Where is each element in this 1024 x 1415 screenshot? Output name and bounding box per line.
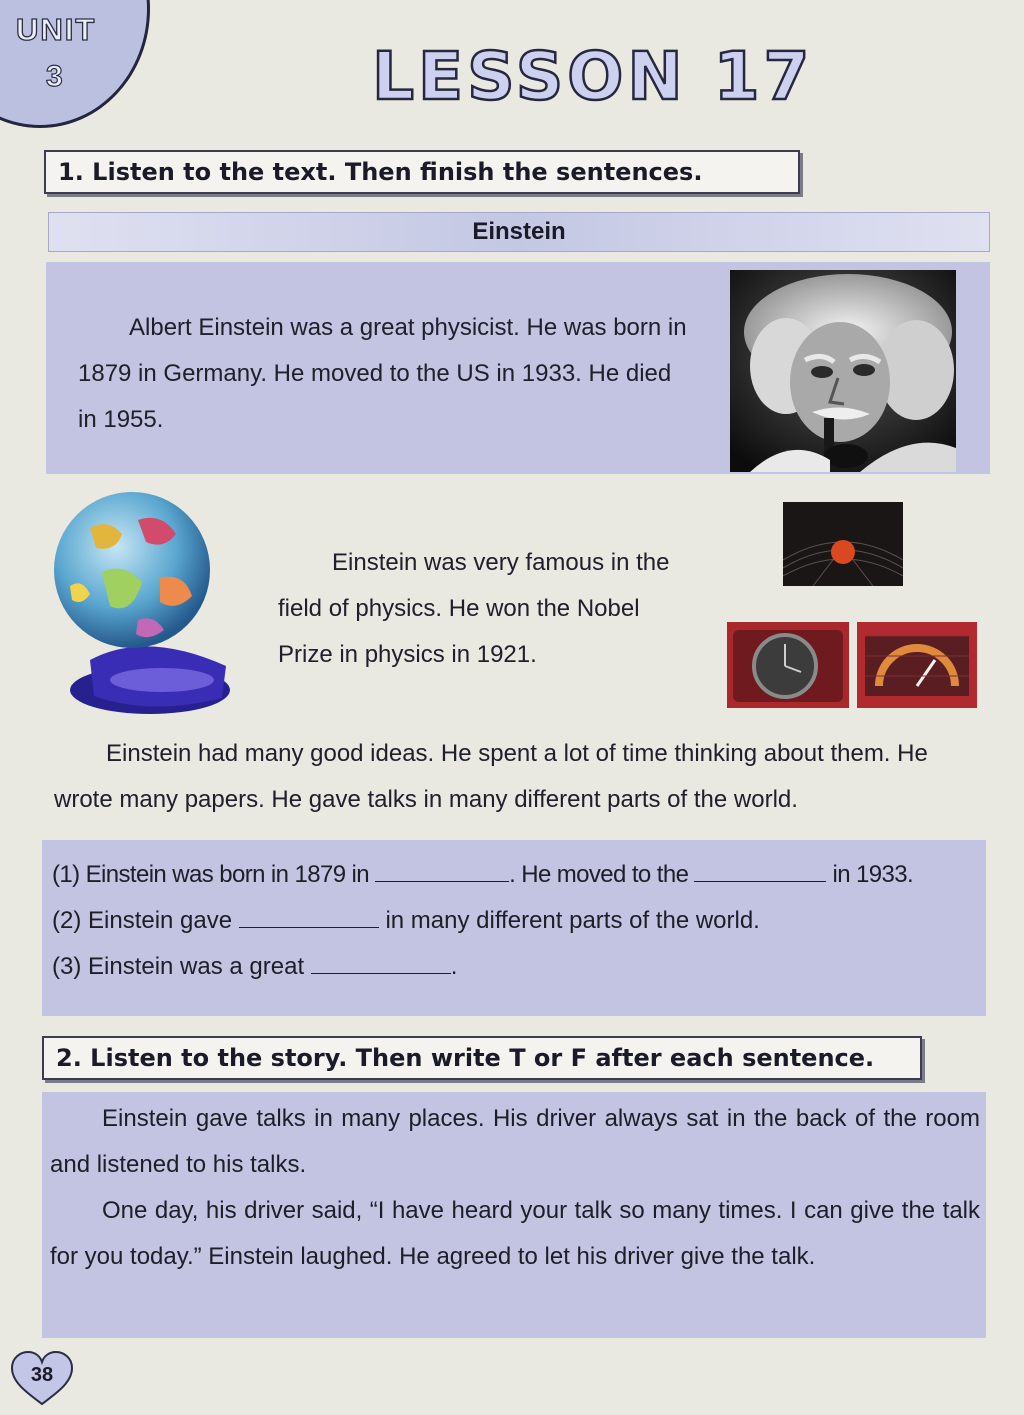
question-list bbox=[52, 852, 982, 990]
story-paragraph-1: Einstein gave talks in many places. His driver always sat in the back of the room and listened to his talks. bbox=[50, 1105, 980, 1178]
gauge-image bbox=[857, 622, 977, 708]
text-subtitle: Einstein bbox=[48, 212, 990, 252]
lesson-title: LESSON 17 bbox=[372, 38, 814, 115]
question-3-end: . bbox=[450, 953, 458, 980]
paragraph-1: Albert Einstein was a great physicist. He was born in 1879 in Germany. He moved to the US in 1933. He died in 1955. bbox=[78, 314, 687, 433]
question-1 bbox=[52, 852, 982, 898]
question-1-start: (1) Einstein was born in 1879 in bbox=[52, 861, 369, 888]
page-number: 38 bbox=[30, 1364, 54, 1386]
paragraph-3: Einstein had many good ideas. He spent a lot of time thinking about them. He wrote many papers. He gave talks in many different parts of the world. bbox=[54, 740, 928, 813]
instruction-1: 1. Listen to the text. Then finish the sentences. bbox=[44, 150, 800, 194]
clock-image bbox=[727, 622, 849, 708]
instruction-2: 2. Listen to the story. Then write T or F after each sentence. bbox=[42, 1036, 922, 1080]
paragraph-2: Einstein was very famous in the field of physics. He won the Nobel Prize in physics in 1921. bbox=[278, 549, 670, 668]
unit-label: UNIT bbox=[16, 12, 97, 47]
story-paragraph-2: One day, his driver said, “I have heard your talk so many times. I can give the talk for you today.” Einstein laughed. He agreed to let his driver give the talk. bbox=[50, 1197, 980, 1270]
unit-number: 3 bbox=[46, 60, 63, 93]
question-1-middle: . He moved to the bbox=[509, 861, 689, 888]
answer-blank-3[interactable] bbox=[311, 949, 451, 974]
spacetime-image bbox=[783, 502, 903, 586]
question-1-end: in 1933. bbox=[832, 861, 914, 888]
question-2 bbox=[52, 898, 982, 944]
question-3-start: (3) Einstein was a great bbox=[52, 953, 305, 980]
question-2-end: in many different parts of the world. bbox=[385, 907, 760, 934]
answer-blank-1b[interactable] bbox=[694, 857, 826, 882]
answer-blank-1a[interactable] bbox=[375, 857, 509, 882]
question-3 bbox=[52, 944, 982, 990]
talking-globe-image bbox=[50, 490, 240, 718]
question-2-start: (2) Einstein gave bbox=[52, 907, 233, 934]
einstein-photo bbox=[730, 270, 956, 472]
answer-blank-2[interactable] bbox=[239, 903, 379, 928]
story-text bbox=[50, 1096, 980, 1280]
